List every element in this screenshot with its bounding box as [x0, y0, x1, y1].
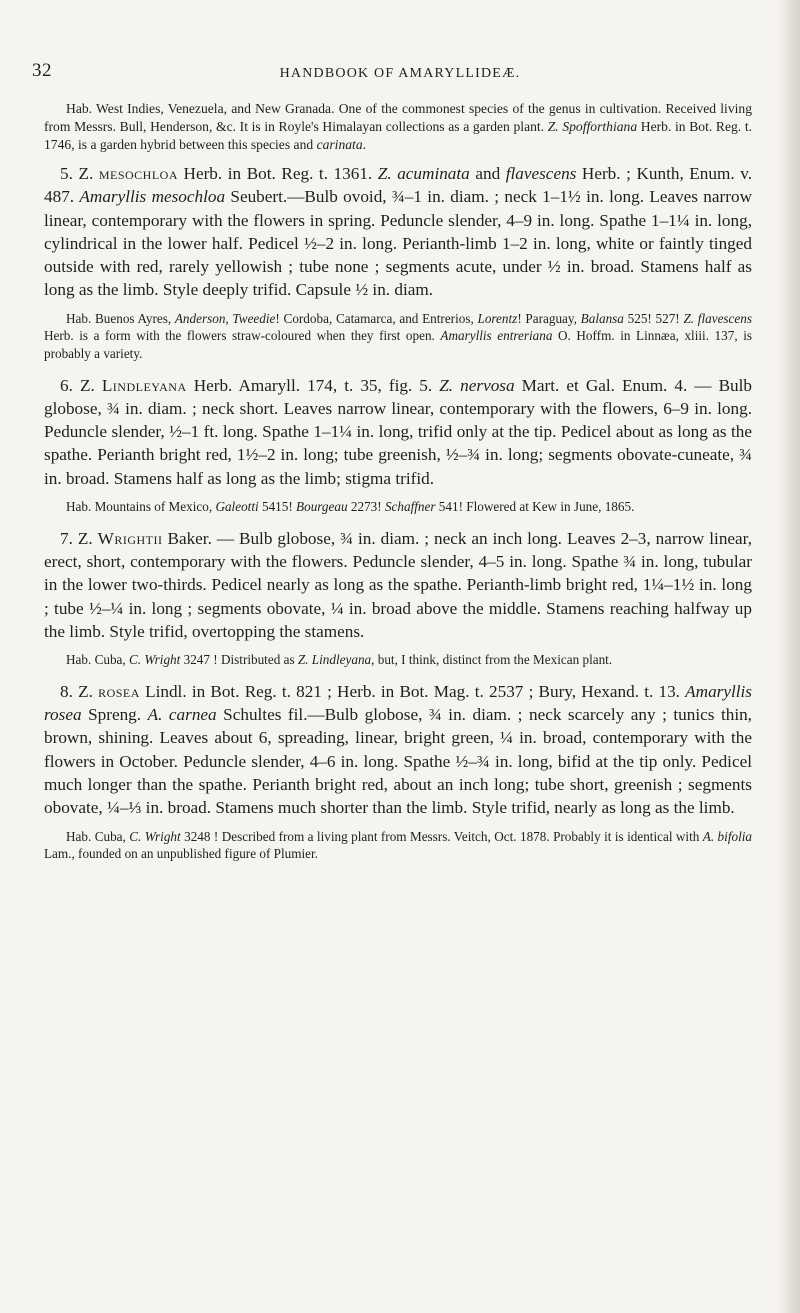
entry-text: Herb. in Bot. Reg. t. 1361. — [177, 164, 378, 183]
habitat-note-8 — [44, 828, 752, 863]
synonym: Amaryllis mesochloa — [79, 187, 226, 207]
habitat-note-7 — [44, 651, 752, 669]
note-text: 525! 527! — [623, 310, 684, 326]
note-text: Lam., founded on an unpublished figure of Plumier. — [44, 846, 318, 862]
entry-number: 7. Z. — [60, 528, 93, 548]
species-name: Lindleyana — [101, 375, 187, 395]
species-entry-5 — [44, 162, 752, 302]
intro-note-text: Herb. in Bot. Reg. t. 1746, is a garden hybrid between this species and — [44, 119, 753, 152]
species-entry-6 — [44, 374, 752, 490]
synonym: Amaryllis rosea — [44, 681, 752, 725]
intro-note-italic: Z. Spofforthiana — [547, 119, 638, 134]
species-entry-7 — [44, 527, 752, 643]
entry-text: Mart. et Gal. Enum. 4. — Bulb globose, ¾ in. diam. ; neck short. Leaves narrow linear, contemporary with the flowers, 6–9 in. long. Peduncle slender, ½–1 ft. long. Spathe 1–1¼ in. long, trifid only at the tip. Pedicel about as long as the spathe. Perianth bright red, 1½–2 in. long; tube greenish, ½–¾ in. long; segments obovate-cuneate, ¾ in. broad. Stamens half as long as the limb; stigma trifid. — [44, 375, 753, 488]
note-text: Hab. Mountains of Mexico, — [66, 499, 216, 515]
note-text: ! Cordoba, Catamarca, and Entrerios, — [275, 310, 478, 326]
note-italic: Anderson, Tweedie — [174, 310, 276, 326]
habitat-note-5 — [44, 310, 752, 363]
note-text: 3247 ! Distributed as — [180, 652, 298, 668]
entry-text: Spreng. — [81, 705, 148, 725]
running-title: HANDBOOK OF AMARYLLIDEÆ. — [279, 66, 521, 81]
note-text: 541! Flowered at Kew in June, 1865. — [435, 499, 635, 515]
synonym: A. carnea — [147, 705, 217, 725]
entry-text: Herb. ; Kunth, Enum. v. 487. — [44, 164, 752, 207]
note-italic: Z. flavescens — [683, 310, 752, 326]
note-italic: C. Wright — [129, 828, 181, 844]
note-italic: Schaffner — [384, 499, 436, 515]
note-text: Hab. Cuba, — [66, 652, 129, 668]
habitat-note-6 — [44, 498, 752, 516]
page-edge-shadow — [778, 0, 800, 1313]
synonym: flavescens — [505, 164, 577, 183]
note-italic: Balansa — [580, 310, 624, 326]
note-italic: Bourgeau — [296, 499, 348, 515]
species-name: Wrightii — [97, 528, 163, 548]
note-italic: Z. Lindleyana — [297, 652, 372, 668]
entry-number: 5. Z. — [60, 164, 94, 183]
note-text: 5415! — [258, 499, 297, 515]
synonym: Z. acuminata — [377, 164, 470, 183]
intro-note-text: Hab. West Indies, Venezuela, and New Granada. One of the commonest species of the genus in cultivation. Received living from Messrs. Bull, Henderson, &c. It is in Royle's Himalayan collections as a garden plant. — [44, 101, 752, 134]
note-italic: Amaryllis entreriana — [440, 328, 553, 344]
note-text: 3248 ! Described from a living plant from Messrs. Veitch, Oct. 1878. Probably it is identical with — [180, 828, 703, 844]
intro-note-italic: carinata — [316, 137, 363, 152]
entry-text: Seubert.—Bulb ovoid, ¾–1 in. diam. ; neck 1–1½ in. long. Leaves narrow linear, contemporary with the flowers in spring. Peduncle slender, 4–9 in. long. Spathe 1–1¼ in. long, cylindrical in the lower half. Pedicel ½–2 in. long. Perianth-limb 1–2 in. long, white or faintly tinged outside with red, rarely yellowish ; tube none ; segments acute, under ½ in. broad. Stamens half as long as the limb. Style deeply trifid. Capsule ½ in. diam. — [44, 187, 752, 300]
entry-text: Herb. Amaryll. 174, t. 35, fig. 5. — [186, 375, 440, 395]
note-text: Hab. Buenos Ayres, — [66, 310, 175, 326]
note-italic: Galeotti — [215, 499, 259, 515]
note-text: Herb. is a form with the flowers straw-coloured when they first open. — [44, 328, 441, 344]
page-body — [44, 100, 752, 874]
entry-number: 6. Z. — [60, 375, 95, 395]
entry-text: Baker. — Bulb globose, ¾ in. diam. ; neck an inch long. Leaves 2–3, narrow linear, erect, short, contemporary with the flowers. Peduncle slender, 4–5 in. long. Spathe ¾ in. long, tubular in the lower two-thirds. Pedicel nearly as long as the spathe. Perianth-limb bright red, 1¼–1½ in. long ; tube ½–¼ in. long ; segments obovate, ¼ in. broad above the middle. Stamens reaching halfway up the limb. Style trifid, overtopping the stamens. — [44, 528, 753, 641]
species-name: mesochloa — [98, 164, 178, 183]
note-text: O. Hoffm. in Linnæa, xliii. 137, is probably a variety. — [44, 328, 752, 361]
note-text: , but, I think, distinct from the Mexican plant. — [371, 652, 613, 668]
species-entry-8 — [44, 680, 752, 820]
entry-text: and — [469, 164, 506, 183]
entry-text: Schultes fil.—Bulb globose, ¾ in. diam. ; neck scarcely any ; tunics thin, brown, shining. Leaves about 6, spreading, linear, bright green, ¼ in. broad, contemporary with the flowers in October. Peduncle slender, 4–6 in. long. Spathe ½–¾ in. long, bifid at the tip only. Pedicel much longer than the spathe. Perianth bright red, about an inch long; tube short, greenish ; segments obovate, ¼–⅓ in. broad. Stamens much shorter than the limb. Style trifid, nearly as long as the limb. — [44, 705, 752, 818]
intro-habitat-note — [44, 100, 752, 154]
note-italic: C. Wright — [129, 652, 181, 668]
page-number: 32 — [32, 60, 52, 81]
note-italic: A. bifolia — [702, 828, 752, 844]
note-text: 2273! — [347, 499, 385, 515]
note-text: Hab. Cuba, — [66, 828, 130, 844]
species-name: rosea — [98, 681, 140, 701]
intro-note-text: . — [362, 137, 367, 152]
entry-text: Lindl. in Bot. Reg. t. 821 ; Herb. in Bot. Mag. t. 2537 ; Bury, Hexand. t. 13. — [139, 681, 686, 701]
synonym: Z. nervosa — [439, 375, 515, 395]
note-text: ! Paraguay, — [517, 310, 581, 326]
entry-number: 8. Z. — [60, 681, 93, 701]
note-italic: Lorentz — [477, 310, 518, 326]
